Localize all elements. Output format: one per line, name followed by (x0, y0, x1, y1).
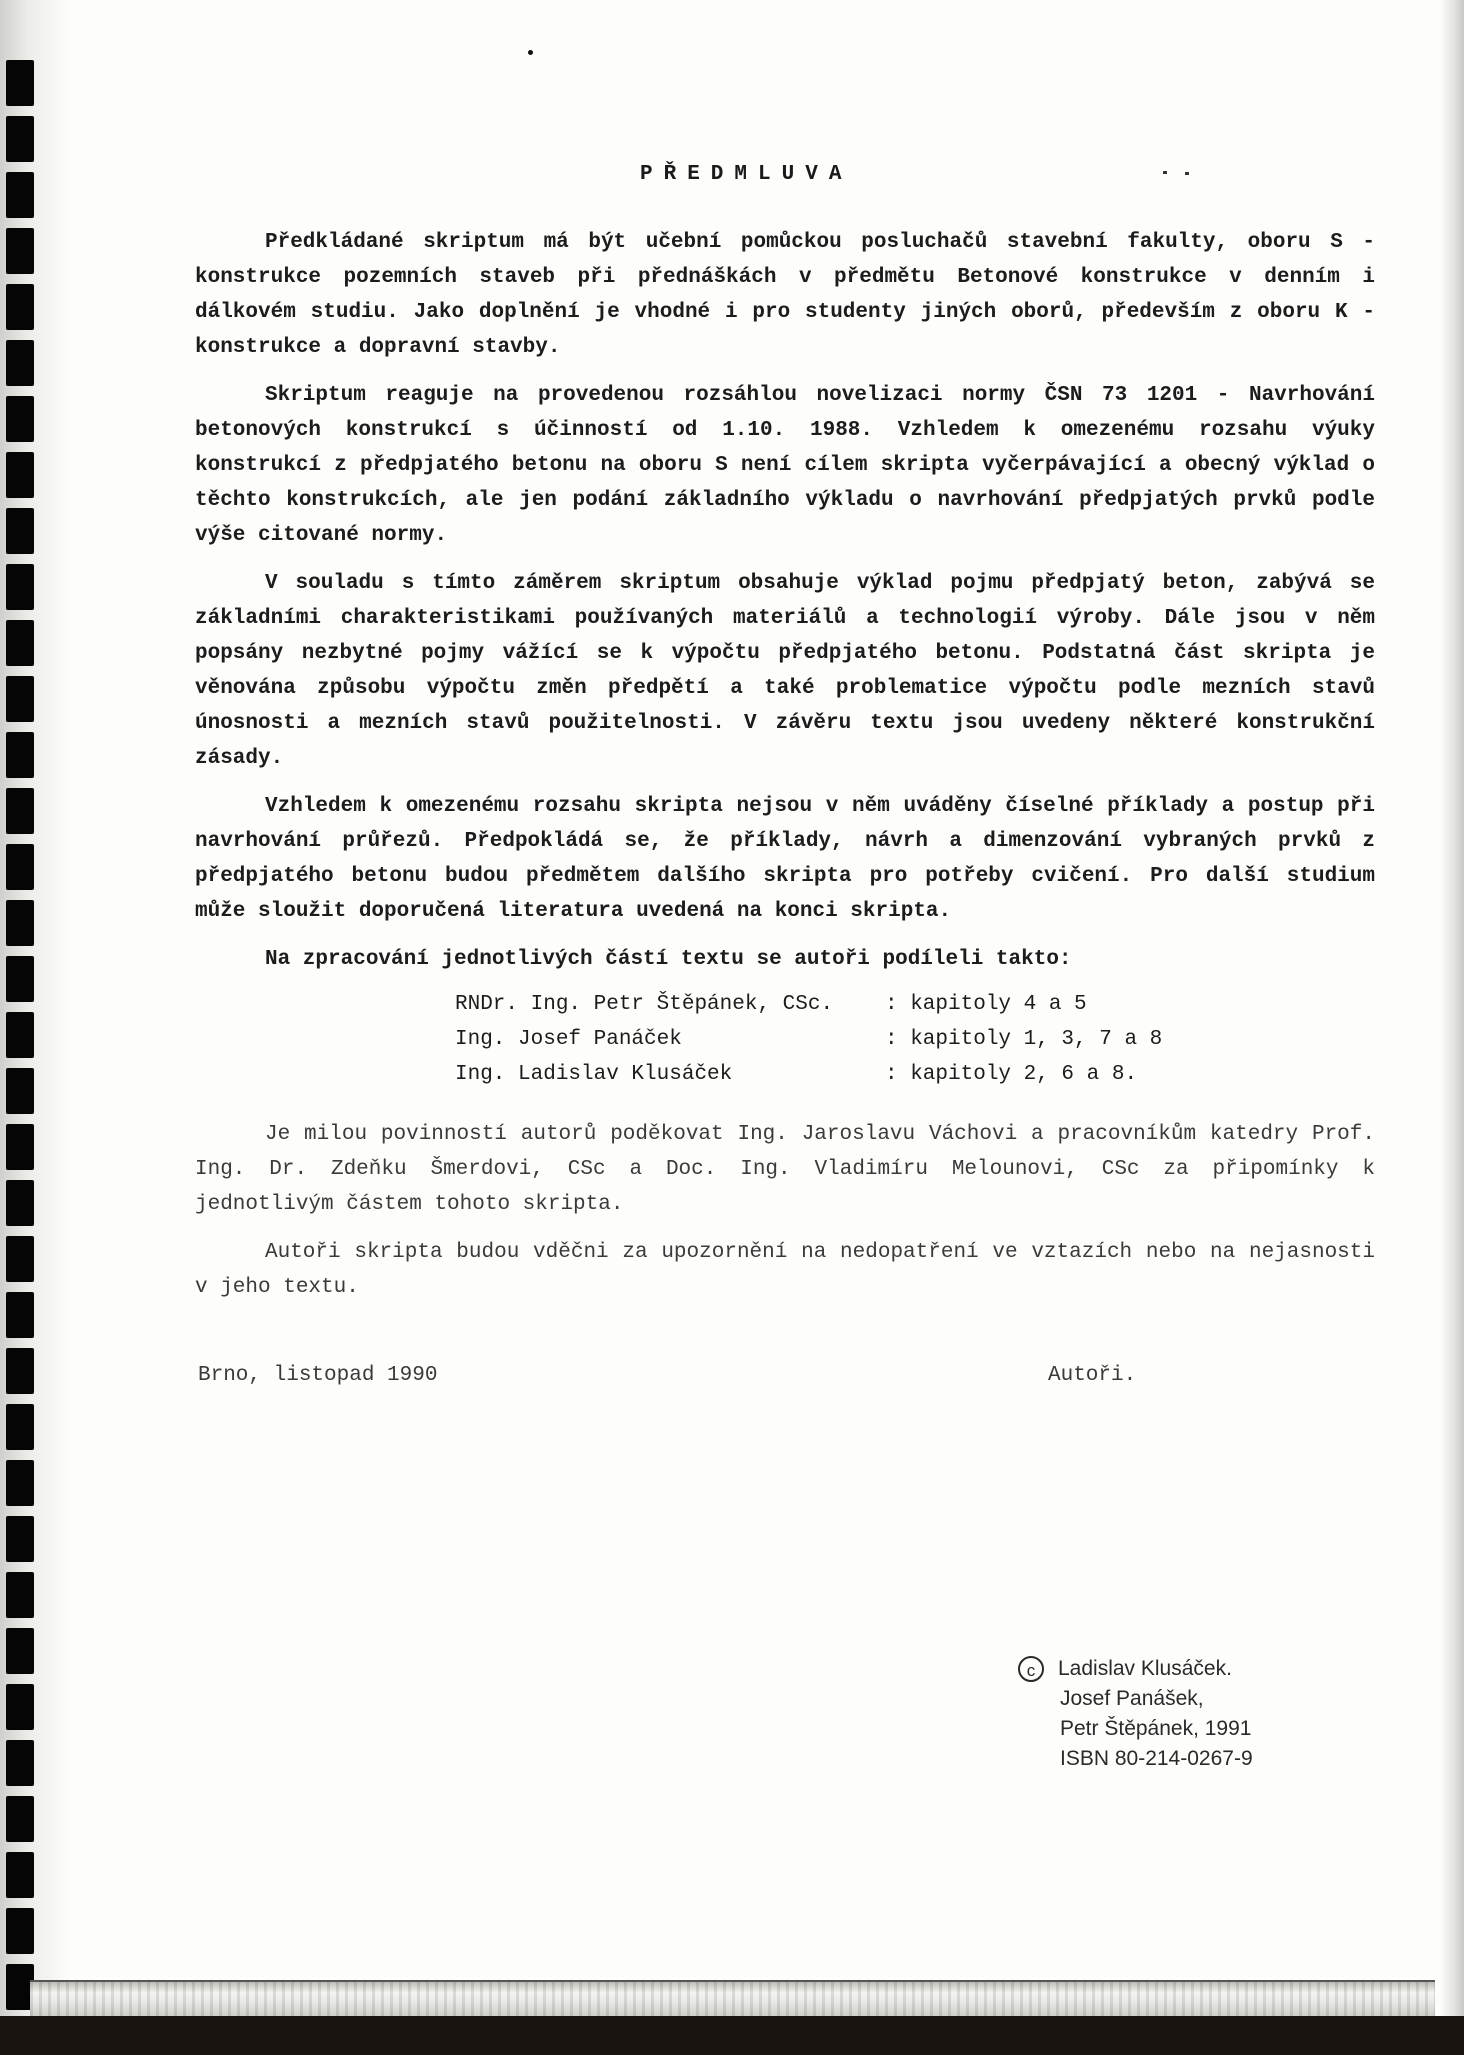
binding-hole (6, 508, 34, 554)
binding-hole (6, 1628, 34, 1674)
spiral-binding (0, 0, 40, 2055)
ink-speck (1185, 172, 1189, 175)
binding-hole (6, 1516, 34, 1562)
binding-hole (6, 1348, 34, 1394)
copyright-line: Petr Štěpánek, 1991 (1060, 1717, 1252, 1740)
place-date: Brno, listopad 1990 (198, 1364, 438, 1387)
binding-hole (6, 1180, 34, 1226)
binding-hole (6, 116, 34, 162)
binding-hole (6, 340, 34, 386)
binding-hole (6, 788, 34, 834)
signature: Autoři. (1048, 1364, 1137, 1387)
binding-hole (6, 1404, 34, 1450)
binding-hole (6, 284, 34, 330)
paragraph: Předkládané skriptum má být učební pomůckou posluchačů stavební fakulty, oboru S - konstrukce pozemních staveb při přednáškách v předmětu Betonové konstrukce v denním i dálkovém studiu. Jako doplnění je vhodné i pro studenty jiných oborů, především z oboru K - konstrukce a dopravní stavby. (195, 231, 1375, 359)
copyright-icon: c (1018, 1656, 1044, 1682)
page-edge-shadow (1440, 0, 1464, 2055)
author-credits (455, 987, 1375, 1092)
binding-hole (6, 1740, 34, 1786)
binding-hole (6, 900, 34, 946)
credit-chapters: : kapitoly 1, 3, 7 a 8 (885, 1028, 1163, 1051)
credit-row (455, 1022, 1375, 1057)
binding-hole (6, 1236, 34, 1282)
binding-hole (6, 1908, 34, 1954)
page-bottom-edge (30, 1980, 1435, 2018)
preface-body (195, 225, 1375, 1318)
binding-hole (6, 564, 34, 610)
ink-speck (528, 50, 533, 55)
page-title: PŘEDMLUVA (640, 163, 853, 186)
binding-hole (6, 732, 34, 778)
binding-hole (6, 1572, 34, 1618)
credit-author: RNDr. Ing. Petr Štěpánek, CSc. (455, 993, 834, 1016)
paragraph: Vzhledem k omezenému rozsahu skripta nejsou v něm uváděny číselné příklady a postup při navrhování průřezů. Předpokládá se, že příklady, návrh a dimenzování vybraných prvků z předpjatého betonu budou předmětem dalšího skripta pro potřeby cvičení. Pro další studium může sloužit doporučená literatura uvedená na konci skripta. (195, 795, 1375, 923)
binding-hole (6, 956, 34, 1002)
copyright-line: Josef Panášek, (1060, 1687, 1204, 1710)
binding-hole (6, 396, 34, 442)
credits-intro: Na zpracování jednotlivých částí textu se autoři podíleli takto: (265, 948, 1072, 971)
credit-author: Ing. Ladislav Klusáček (455, 1063, 733, 1086)
binding-hole (6, 1068, 34, 1114)
binding-hole (6, 1796, 34, 1842)
binding-hole (6, 228, 34, 274)
credit-author: Ing. Josef Panáček (455, 1028, 682, 1051)
copyright-notice (1018, 1654, 1253, 1774)
binding-hole (6, 1124, 34, 1170)
copyright-line: ISBN 80-214-0267-9 (1060, 1747, 1253, 1770)
credit-row (455, 987, 1375, 1022)
copyright-line: Ladislav Klusáček. (1058, 1657, 1232, 1680)
binding-hole (6, 1012, 34, 1058)
credit-chapters: : kapitoly 2, 6 a 8. (885, 1063, 1138, 1086)
binding-hole (6, 60, 34, 106)
copyright-first-line (1018, 1654, 1253, 1684)
binding-hole (6, 844, 34, 890)
binding-hole (6, 620, 34, 666)
binding-hole (6, 1460, 34, 1506)
scan-background (0, 2016, 1464, 2055)
errata-paragraph: Autoři skripta budou vděčni za upozornění na nedopatření ve vztazích nebo na nejasnosti v jeho textu. (195, 1241, 1375, 1299)
credit-chapters: : kapitoly 4 a 5 (885, 993, 1087, 1016)
credit-row (455, 1057, 1375, 1092)
binding-hole (6, 172, 34, 218)
acknowledgement-paragraph: Je milou povinností autorů poděkovat Ing. Jaroslavu Váchovi a pracovníkům katedry Prof. Ing. Dr. Zdeňku Šmerdovi, CSc a Doc. Ing. Vladimíru Melounovi, CSc za připomínky k jednotlivým částem tohoto skripta. (195, 1123, 1375, 1216)
paragraph: Skriptum reaguje na provedenou rozsáhlou novelizaci normy ČSN 73 1201 - Navrhování betonových konstrukcí s účinností od 1.10. 1988. Vzhledem k omezenému rozsahu výuky konstrukcí z předpjatého betonu na oboru S není cílem skripta vyčerpávající a obecný výklad o těchto konstrukcích, ale jen podání základního výkladu o navrhování předpjatých prvků podle výše citované normy. (195, 384, 1375, 547)
binding-hole (6, 676, 34, 722)
binding-hole (6, 1684, 34, 1730)
binding-hole (6, 1852, 34, 1898)
binding-hole (6, 452, 34, 498)
paragraph: V souladu s tímto záměrem skriptum obsahuje výklad pojmu předpjatý beton, zabývá se základními charakteristikami používaných materiálů a technologií výroby. Dále jsou v něm popsány nezbytné pojmy vážící se k výpočtu předpjatého betonu. Podstatná část skripta je věnována způsobu výpočtu změn předpětí a také problematice výpočtu podle mezních stavů únosnosti a mezních stavů použitelnosti. V závěru textu jsou uvedeny některé konstrukční zásady. (195, 572, 1375, 770)
binding-hole (6, 1292, 34, 1338)
ink-speck (1163, 171, 1167, 174)
